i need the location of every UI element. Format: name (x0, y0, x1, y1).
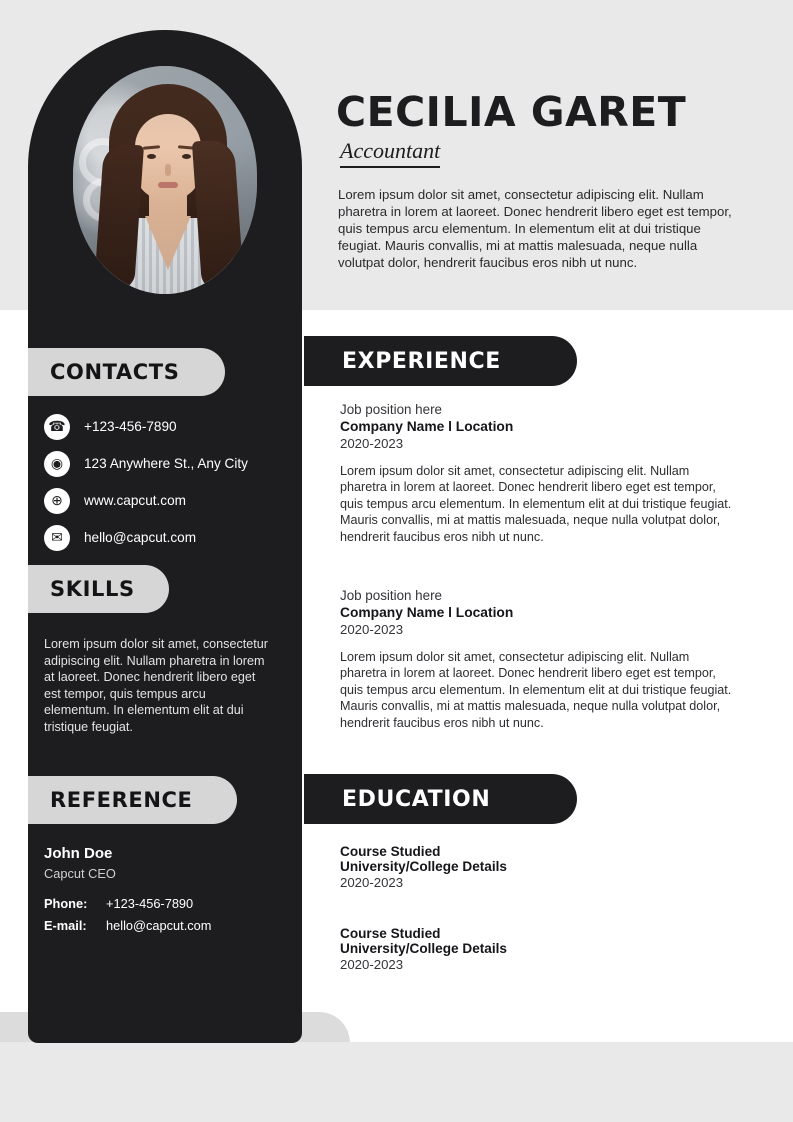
contacts-list (44, 408, 294, 556)
reference-email-value: hello@capcut.com (106, 918, 212, 933)
candidate-name: CECILIA GARET (336, 88, 687, 136)
job-dates: 2020-2023 (340, 436, 404, 451)
globe-icon: ⊕ (44, 488, 70, 514)
education-school: University/College Details (340, 859, 507, 874)
job-company: Company Name l Location (340, 605, 514, 620)
phone-icon: ☎ (44, 414, 70, 440)
job-dates: 2020-2023 (340, 622, 404, 637)
reference-title: Capcut CEO (44, 866, 116, 881)
reference-phone-label: Phone: (44, 896, 88, 911)
experience-entry (340, 402, 736, 545)
list-item[interactable] (44, 445, 294, 482)
education-entry (340, 844, 736, 890)
section-heading-contacts: CONTACTS (28, 348, 225, 396)
section-heading-skills: SKILLS (28, 565, 169, 613)
job-description: Lorem ipsum dolor sit amet, consectetur adipiscing elit. Nullam pharetra in lorem at laoreet. Donec hendrerit libero eget est tempor, quis tempus arcu elementum. In elementum elit at dui tristique feugiat. Mauris convallis, mi at mattis malesuada, neque nulla volutpat dolor, hendrerit faucibus eros nibh ut nunc. (340, 464, 732, 544)
experience-entry (340, 588, 736, 731)
education-course: Course Studied (340, 926, 441, 941)
job-position: Job position here (340, 402, 442, 417)
reference-email-row (44, 915, 274, 937)
contact-value: www.capcut.com (84, 493, 186, 508)
list-item[interactable] (44, 482, 294, 519)
reference-phone-value: +123-456-7890 (106, 896, 194, 911)
education-course: Course Studied (340, 844, 441, 859)
contact-value: hello@capcut.com (84, 530, 197, 545)
education-school: University/College Details (340, 941, 507, 956)
section-heading-reference: REFERENCE (28, 776, 237, 824)
reference-phone-row (44, 893, 274, 915)
reference-email-label: E-mail: (44, 918, 87, 933)
bottom-background-band (0, 1042, 793, 1122)
education-dates: 2020-2023 (340, 875, 404, 890)
profile-photo (73, 66, 257, 294)
candidate-role: Accountant (340, 138, 440, 168)
job-company: Company Name l Location (340, 419, 514, 434)
section-heading-experience: EXPERIENCE (304, 336, 577, 386)
envelope-icon: ✉ (44, 525, 70, 551)
contact-value: +123-456-7890 (84, 419, 177, 434)
job-position: Job position here (340, 588, 442, 603)
reference-contact-grid (44, 893, 274, 937)
education-dates: 2020-2023 (340, 957, 404, 972)
section-heading-education: EDUCATION (304, 774, 577, 824)
location-pin-icon: ◉ (44, 451, 70, 477)
list-item[interactable] (44, 408, 294, 445)
reference-name: John Doe (44, 845, 113, 862)
list-item[interactable] (44, 519, 294, 556)
photo-vignette (73, 66, 257, 294)
profile-summary: Lorem ipsum dolor sit amet, consectetur adipiscing elit. Nullam pharetra in lorem at laoreet. Donec hendrerit libero eget est tempor, quis tempus arcu elementum. In elementum elit at dui tristique feugiat. Mauris convallis, mi at mattis malesuada, neque nulla volutpat dolor, hendrerit faucibus eros nibh ut nunc. (338, 187, 732, 270)
job-description: Lorem ipsum dolor sit amet, consectetur adipiscing elit. Nullam pharetra in lorem at laoreet. Donec hendrerit libero eget est tempor, quis tempus arcu elementum. In elementum elit at dui tristique feugiat. Mauris convallis, mi at mattis malesuada, neque nulla volutpat dolor, hendrerit faucibus eros nibh ut nunc. (340, 650, 732, 730)
contact-value: 123 Anywhere St., Any City (84, 456, 248, 471)
education-entry (340, 926, 736, 972)
skills-description: Lorem ipsum dolor sit amet, consectetur adipiscing elit. Nullam pharetra in lorem at laoreet. Donec hendrerit libero eget est tempor, quis tempus arcu elementum. In elementum elit at dui tristique feugiat. (44, 637, 268, 734)
